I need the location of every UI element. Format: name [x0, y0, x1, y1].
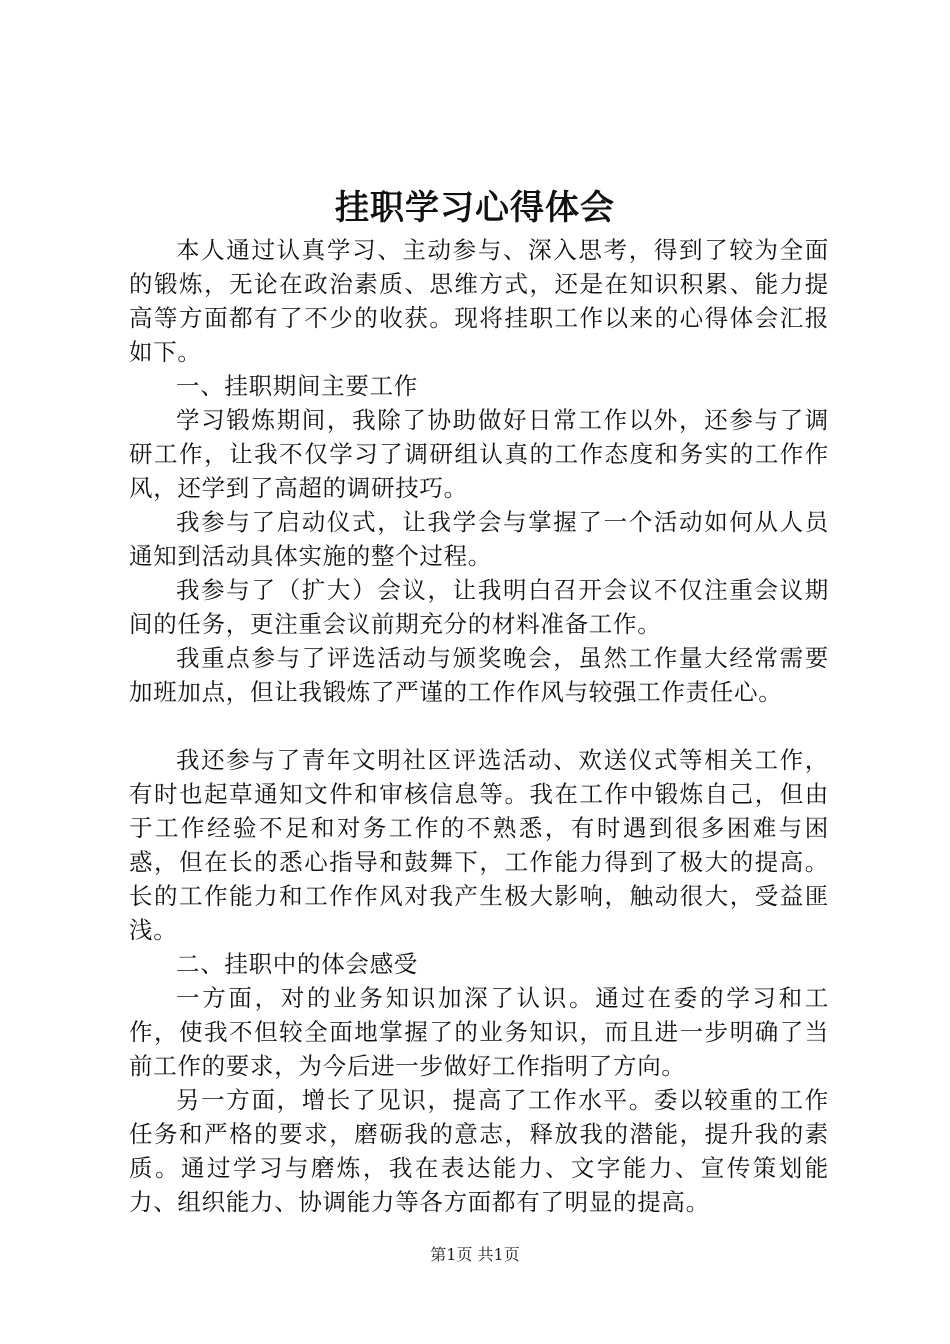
- paragraph-work-level: 另一方面，增长了见识，提高了工作水平。委以较重的工作任务和严格的要求，磨砺我的意志，释放我的潜能，提升我的素质。通过学习与磨炼，我在表达能力、文字能力、宣传策划能力、组织能力、协调能力等各方面都有了明显的提高。: [129, 1086, 829, 1216]
- paragraph-intro: 本人通过认真学习、主动参与、深入思考，得到了较为全面的锻炼，无论在政治素质、思维方式，还是在知识积累、能力提高等方面都有了不少的收获。现将挂职工作以来的心得体会汇报如下。: [129, 236, 829, 366]
- blank-line: [129, 709, 829, 743]
- document-body: [129, 233, 829, 1219]
- paragraph-launch-ceremony: 我参与了启动仪式，让我学会与掌握了一个活动如何从人员通知到活动具体实施的整个过程。: [129, 508, 829, 570]
- page-number-footer: 第1页 共1页: [430, 1245, 520, 1264]
- section-heading-main-work: 一、挂职期间主要工作: [176, 372, 418, 400]
- paragraph-research: 学习锻炼期间，我除了协助做好日常工作以外，还参与了调研工作，让我不仅学习了调研组认真的工作态度和务实的工作作风，还学到了高超的调研技巧。: [129, 406, 829, 502]
- paragraph-award-evening: 我重点参与了评选活动与颁奖晚会，虽然工作量大经常需要加班加点，但让我锻炼了严谨的工作作风与较强工作责任心。: [129, 644, 829, 706]
- paragraph-meeting: 我参与了（扩大）会议，让我明白召开会议不仅注重会议期间的任务，更注重会议前期充分的材料准备工作。: [129, 576, 829, 638]
- section-heading-experience: 二、挂职中的体会感受: [176, 950, 418, 978]
- paragraph-business-knowledge: 一方面，对的业务知识加深了认识。通过在委的学习和工作，使我不但较全面地掌握了的业务知识，而且进一步明确了当前工作的要求，为今后进一步做好工作指明了方向。: [129, 984, 829, 1080]
- paragraph-community-activities: 我还参与了青年文明社区评选活动、欢送仪式等相关工作，有时也起草通知文件和审核信息等。我在工作中锻炼自己，但由于工作经验不足和对务工作的不熟悉，有时遇到很多困难与困惑，但在长的悉心指导和鼓舞下，工作能力得到了极大的提高。长的工作能力和工作作风对我产生极大影响，触动很大，受益匪浅。: [129, 746, 829, 944]
- document-title: 挂职学习心得体会: [335, 188, 615, 228]
